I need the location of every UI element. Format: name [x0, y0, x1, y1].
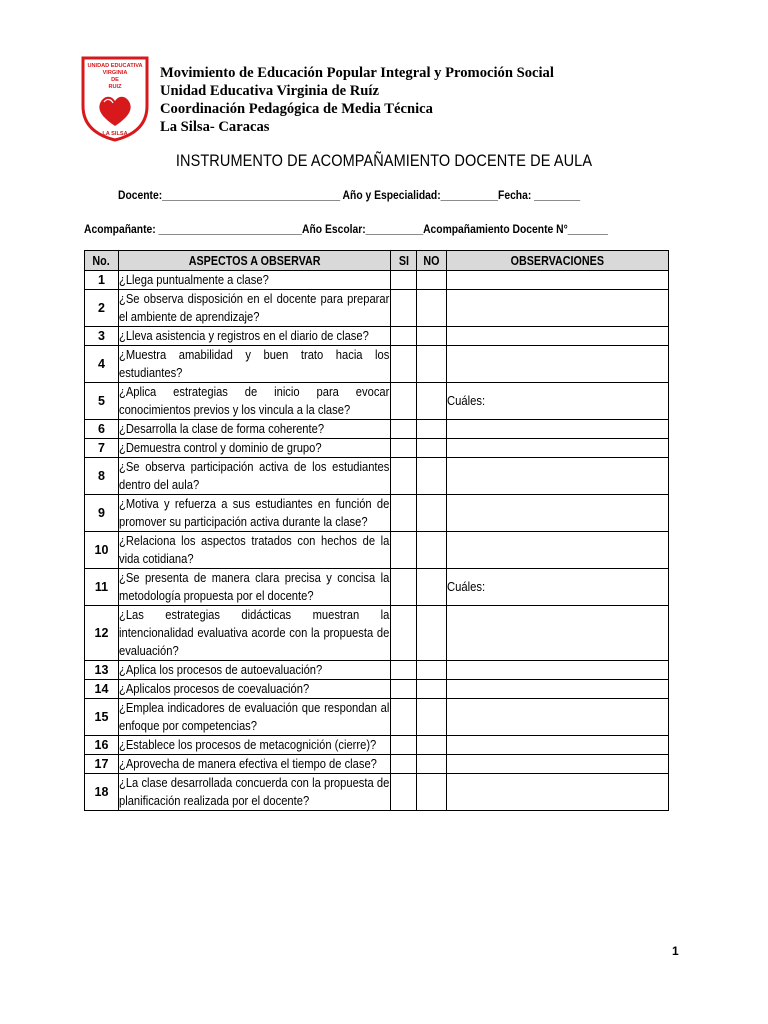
row-number: 13	[85, 661, 119, 680]
no-checkbox-cell[interactable]	[417, 346, 447, 383]
row-aspect	[119, 495, 391, 532]
yes-checkbox-cell[interactable]	[391, 774, 417, 811]
yes-checkbox-cell[interactable]	[391, 532, 417, 569]
row-number: 2	[85, 290, 119, 327]
page-number: 1	[672, 944, 679, 958]
header-aspects: ASPECTOS A OBSERVAR	[119, 251, 391, 271]
yes-checkbox-cell[interactable]	[391, 383, 417, 420]
row-aspect	[119, 699, 391, 736]
row-aspect	[119, 346, 391, 383]
teacher-fields-line: Docente:_______________________________ Año y Especialidad:__________Fecha: ________	[118, 188, 581, 202]
header-line-location: La Silsa- Caracas	[160, 119, 270, 135]
yes-checkbox-cell[interactable]	[391, 606, 417, 661]
row-number: 14	[85, 680, 119, 699]
no-checkbox-cell[interactable]	[417, 327, 447, 346]
aspect-text: ¿Demuestra control y dominio de grupo?	[119, 440, 322, 455]
row-aspect	[119, 327, 391, 346]
no-checkbox-cell[interactable]	[417, 458, 447, 495]
observation-cell[interactable]	[447, 532, 669, 569]
logo-text-line2: VIRGINIA	[102, 70, 128, 76]
table-row	[85, 327, 669, 346]
row-aspect	[119, 569, 391, 606]
logo-text-bottom: LA SILSA	[102, 131, 128, 137]
observation-cell[interactable]	[447, 290, 669, 327]
row-number: 18	[85, 774, 119, 811]
row-number: 8	[85, 458, 119, 495]
aspect-text: ¿La clase desarrollada concuerda con la propuesta de planificación realizada por el docente?	[119, 775, 390, 808]
table-row	[85, 699, 669, 736]
aspect-text: ¿Establece los procesos de metacognición (cierre)?	[119, 737, 377, 752]
row-aspect	[119, 774, 391, 811]
row-number: 6	[85, 420, 119, 439]
table-row	[85, 346, 669, 383]
observation-cell[interactable]	[447, 271, 669, 290]
aspect-text: ¿Aplica los procesos de autoevaluación?	[119, 662, 323, 677]
observation-cell[interactable]	[447, 755, 669, 774]
table-row	[85, 661, 669, 680]
observation-cell[interactable]	[447, 606, 669, 661]
table-row	[85, 271, 669, 290]
logo-text-line3: DE	[111, 77, 119, 83]
no-checkbox-cell[interactable]	[417, 680, 447, 699]
aspect-text: ¿Se observa disposición en el docente para preparar el ambiente de aprendizaje?	[119, 291, 390, 324]
yes-checkbox-cell[interactable]	[391, 458, 417, 495]
companion-fields-line: Acompañante: _________________________Año Escolar:__________Acompañamiento Docente N°_______	[84, 222, 608, 236]
aspect-text: ¿Relaciona los aspectos tratados con hechos de la vida cotidiana?	[119, 533, 390, 566]
aspect-text: ¿Emplea indicadores de evaluación que respondan al enfoque por competencias?	[119, 700, 390, 733]
aspect-text: ¿Aprovecha de manera efectiva el tiempo de clase?	[119, 756, 377, 771]
row-number: 4	[85, 346, 119, 383]
aspect-text: ¿Aplicalos procesos de coevaluación?	[119, 681, 310, 696]
observation-cell[interactable]	[447, 327, 669, 346]
logo-text-line1: UNIDAD EDUCATIVA	[87, 63, 143, 69]
row-aspect	[119, 661, 391, 680]
observation-cell[interactable]	[447, 680, 669, 699]
table-header-row	[85, 251, 669, 271]
observation-text: Cuáles:	[447, 580, 486, 594]
no-checkbox-cell[interactable]	[417, 439, 447, 458]
observation-table	[84, 250, 669, 811]
table-row	[85, 383, 669, 420]
row-aspect	[119, 458, 391, 495]
observation-cell[interactable]	[447, 346, 669, 383]
no-checkbox-cell[interactable]	[417, 420, 447, 439]
row-number: 16	[85, 736, 119, 755]
row-aspect	[119, 755, 391, 774]
yes-checkbox-cell[interactable]	[391, 736, 417, 755]
row-aspect	[119, 383, 391, 420]
row-number: 5	[85, 383, 119, 420]
observation-cell[interactable]	[447, 439, 669, 458]
no-checkbox-cell[interactable]	[417, 532, 447, 569]
table-row	[85, 458, 669, 495]
header-observations: OBSERVACIONES	[447, 251, 669, 271]
no-checkbox-cell[interactable]	[417, 699, 447, 736]
row-number: 9	[85, 495, 119, 532]
yes-checkbox-cell[interactable]	[391, 327, 417, 346]
yes-checkbox-cell[interactable]	[391, 661, 417, 680]
row-aspect	[119, 606, 391, 661]
aspect-text: ¿Motiva y refuerza a sus estudiantes en función de promover su participación activa durante la clase?	[119, 496, 390, 529]
table-row	[85, 755, 669, 774]
observation-cell[interactable]	[447, 420, 669, 439]
row-aspect	[119, 271, 391, 290]
row-number: 12	[85, 606, 119, 661]
no-checkbox-cell[interactable]	[417, 569, 447, 606]
observation-cell[interactable]	[447, 383, 669, 420]
row-number: 10	[85, 532, 119, 569]
yes-checkbox-cell[interactable]	[391, 271, 417, 290]
yes-checkbox-cell[interactable]	[391, 439, 417, 458]
observation-cell[interactable]	[447, 736, 669, 755]
no-checkbox-cell[interactable]	[417, 774, 447, 811]
institution-header	[160, 64, 554, 136]
aspect-text: ¿Llega puntualmente a clase?	[119, 272, 269, 287]
row-aspect	[119, 290, 391, 327]
yes-checkbox-cell[interactable]	[391, 755, 417, 774]
no-checkbox-cell[interactable]	[417, 736, 447, 755]
row-aspect	[119, 532, 391, 569]
header-line-movement: Movimiento de Educación Popular Integral y Promoción Social	[160, 65, 554, 81]
table-row	[85, 774, 669, 811]
aspect-text: ¿Aplica estrategias de inicio para evocar conocimientos previos y los vincula a la clase?	[119, 384, 390, 417]
yes-checkbox-cell[interactable]	[391, 290, 417, 327]
yes-checkbox-cell[interactable]	[391, 420, 417, 439]
no-checkbox-cell[interactable]	[417, 290, 447, 327]
table-row	[85, 495, 669, 532]
observation-text: Cuáles:	[447, 394, 486, 408]
observation-cell[interactable]	[447, 458, 669, 495]
row-number: 3	[85, 327, 119, 346]
aspect-text: ¿Lleva asistencia y registros en el diario de clase?	[119, 328, 369, 343]
observation-cell[interactable]	[447, 661, 669, 680]
observation-cell[interactable]	[447, 774, 669, 811]
aspect-text: ¿Muestra amabilidad y buen trato hacia los estudiantes?	[119, 347, 390, 380]
row-aspect	[119, 736, 391, 755]
no-checkbox-cell[interactable]	[417, 383, 447, 420]
table-row	[85, 606, 669, 661]
row-number: 15	[85, 699, 119, 736]
no-checkbox-cell[interactable]	[417, 606, 447, 661]
logo-text-line4: RUIZ	[108, 84, 122, 90]
header-line-coordination: Coordinación Pedagógica de Media Técnica	[160, 101, 433, 117]
observation-cell[interactable]	[447, 495, 669, 532]
no-checkbox-cell[interactable]	[417, 271, 447, 290]
aspect-text: ¿Se observa participación activa de los estudiantes dentro del aula?	[119, 459, 390, 492]
header-no: NO	[417, 251, 447, 271]
no-checkbox-cell[interactable]	[417, 495, 447, 532]
aspect-text: ¿Desarrolla la clase de forma coherente?	[119, 421, 325, 436]
row-aspect	[119, 420, 391, 439]
table-row	[85, 439, 669, 458]
no-checkbox-cell[interactable]	[417, 661, 447, 680]
aspect-text: ¿Se presenta de manera clara precisa y concisa la metodología propuesta por el docente?	[119, 570, 390, 603]
yes-checkbox-cell[interactable]	[391, 495, 417, 532]
school-logo	[80, 56, 150, 142]
no-checkbox-cell[interactable]	[417, 755, 447, 774]
row-number: 17	[85, 755, 119, 774]
row-number: 11	[85, 569, 119, 606]
yes-checkbox-cell[interactable]	[391, 699, 417, 736]
observation-cell[interactable]	[447, 699, 669, 736]
table-row	[85, 532, 669, 569]
row-aspect	[119, 680, 391, 699]
header-yes: SI	[391, 251, 417, 271]
aspect-text: ¿Las estrategias didácticas muestran la intencionalidad evaluativa acorde con la propuesta de evaluación?	[119, 607, 390, 658]
document-title: INSTRUMENTO DE ACOMPAÑAMIENTO DOCENTE DE AULA	[175, 152, 593, 170]
table-row	[85, 290, 669, 327]
table-row	[85, 680, 669, 699]
observation-cell[interactable]	[447, 569, 669, 606]
yes-checkbox-cell[interactable]	[391, 569, 417, 606]
row-aspect	[119, 439, 391, 458]
header-number: No.	[85, 251, 119, 271]
yes-checkbox-cell[interactable]	[391, 680, 417, 699]
table-row	[85, 736, 669, 755]
header-line-school: Unidad Educativa Virginia de Ruíz	[160, 83, 379, 99]
yes-checkbox-cell[interactable]	[391, 346, 417, 383]
table-row	[85, 569, 669, 606]
row-number: 7	[85, 439, 119, 458]
row-number: 1	[85, 271, 119, 290]
table-row	[85, 420, 669, 439]
